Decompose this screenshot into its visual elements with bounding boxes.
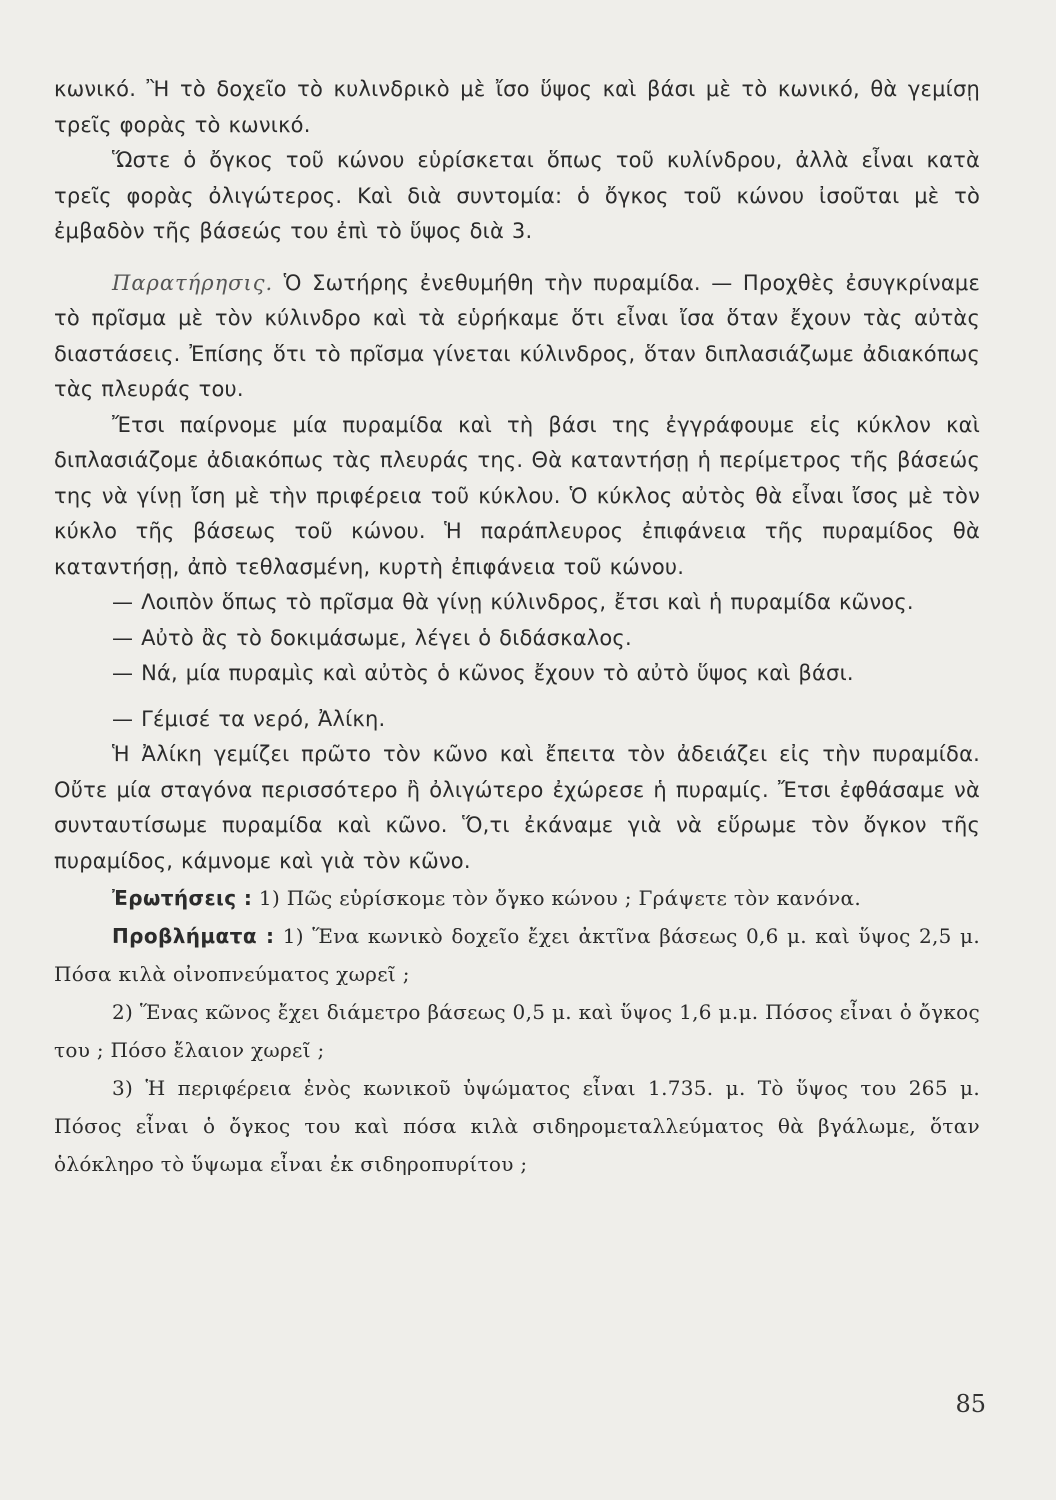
paragraph-2: Ὥστε ὁ ὄγκος τοῦ κώνου εὑρίσκεται ὅπως τοῦ κυλίνδρου, ἀλλὰ εἶναι κατὰ τρεῖς φορὰς ὀλιγώτερος. Καὶ διὰ συντομία: ὁ ὄγκος τοῦ κώνου ἰσοῦται μὲ τὸ ἐμβαδὸν τῆς βάσεώς του ἐπὶ τὸ ὕψος διὰ 3. (54, 148, 980, 243)
questions-text: 1) Πῶς εὑρίσκομε τὸν ὄγκο κώνου ; Γράψετε τὸν κανόνα. (258, 886, 861, 910)
remark-text: Ὁ Σωτήρης ἐνεθυμήθη τὴν πυραμίδα. — Προχθὲς ἐσυγκρίναμε τὸ πρῖσμα μὲ τὸν κύλινδρο καὶ τὰ εὑρήκαμε ὅτι εἶναι ἴσα ὅταν ἔχουν τὰς αὐτὰς διαστάσεις. Ἐπίσης ὅτι τὸ πρῖσμα γίνεται κύλινδρος, ὅταν διπλασιάζωμε ἀδιακόπως τὰς πλευράς του. (54, 270, 980, 401)
problems-label: Προβλήματα : (112, 924, 275, 948)
paragraph-4: Ἔτσι παίρνομε μία πυραμίδα καὶ τὴ βάσι της ἐγγράφουμε εἰς κύκλον καὶ διπλασιάζομε ἀδιακόπως τὰς πλευράς της. Θὰ καταντήσῃ ἡ περίμετρος τῆς βάσεώς της νὰ γίνῃ ἴση μὲ τὴν πριφέρεια τοῦ κύκλου. Ὁ κύκλος αὐτὸς θὰ εἶναι ἴσος μὲ τὸν κύκλο τῆς βάσεως τοῦ κώνου. Ἡ παράπλευρος ἐπιφάνεια τῆς πυραμίδος θὰ καταντήσῃ, ἀπὸ τεθλασμένη, κυρτὴ ἐπιφάνεια τοῦ κώνου. (54, 412, 980, 579)
questions-label: Ἐρωτήσεις : (112, 886, 253, 910)
paragraph-5: — Λοιπὸν ὅπως τὸ πρῖσμα θὰ γίνῃ κύλινδρος, ἔτσι καὶ ἡ πυραμίδα κῶνος. (112, 590, 914, 614)
paragraph-1: κωνικό. Ἢ τὸ δοχεῖο τὸ κυλινδρικὸ μὲ ἴσο ὕψος καὶ βάσι μὲ τὸ κωνικό, θὰ γεμίσῃ τρεῖς φορὰς τὸ κωνικό. (54, 77, 980, 137)
paragraph-8: — Γέμισέ τα νερό, Ἀλίκη. (112, 706, 386, 731)
problem-3: 3) Ἡ περιφέρεια ἑνὸς κωνικοῦ ὑψώματος εἶναι 1.735. μ. Τὸ ὕψος του 265 μ. Πόσος εἶναι ὁ ὄγκος του καὶ πόσα κιλὰ σιδηρομεταλλεύματος θὰ βγάλωμε, ὅταν ὁλόκληρο τὸ ὕψωμα εἶναι ἐκ σιδηροπυρίτου ; (54, 1076, 980, 1176)
paragraph-remark (54, 266, 980, 408)
problem-1-text: 1) Ἕνα κωνικὸ δοχεῖο ἔχει ἀκτῖνα βάσεως 0,6 μ. καὶ ὕψος 2,5 μ. Πόσα κιλὰ οἰνοπνεύματος χωρεῖ ; (54, 924, 980, 986)
paragraph-9: Ἡ Ἀλίκη γεμίζει πρῶτο τὸν κῶνο καὶ ἔπειτα τὸν ἀδειάζει εἰς τὴν πυραμίδα. Οὔτε μία σταγόνα περισσότερο ἢ ὀλιγώτερο ἐχώρεσε ἡ πυραμίς. Ἔτσι ἐφθάσαμε νὰ συνταυτίσωμε πυραμίδα καὶ κῶνο. Ὅ,τι ἐκάναμε γιὰ νὰ εὕρωμε τὸν ὄγκον τῆς πυραμίδος, κάμνομε καὶ γιὰ τὸν κῶνο. (54, 742, 980, 873)
remark-label: Παρατήρησις. (112, 270, 274, 295)
problem-2: 2) Ἕνας κῶνος ἔχει διάμετρο βάσεως 0,5 μ. καὶ ὕψος 1,6 μ.μ. Πόσος εἶναι ὁ ὄγκος του ; Πόσο ἔλαιον χωρεῖ ; (54, 1000, 980, 1062)
paragraph-7: — Νά, μία πυραμὶς καὶ αὐτὸς ὁ κῶνος ἔχουν τὸ αὐτὸ ὕψος καὶ βάσι. (112, 661, 854, 685)
page-number: 85 (955, 1390, 986, 1418)
problem-1 (54, 917, 980, 993)
paragraph-6: — Αὐτὸ ἂς τὸ δοκιμάσωμε, λέγει ὁ διδάσκαλος. (112, 625, 632, 650)
questions-section (54, 879, 980, 917)
